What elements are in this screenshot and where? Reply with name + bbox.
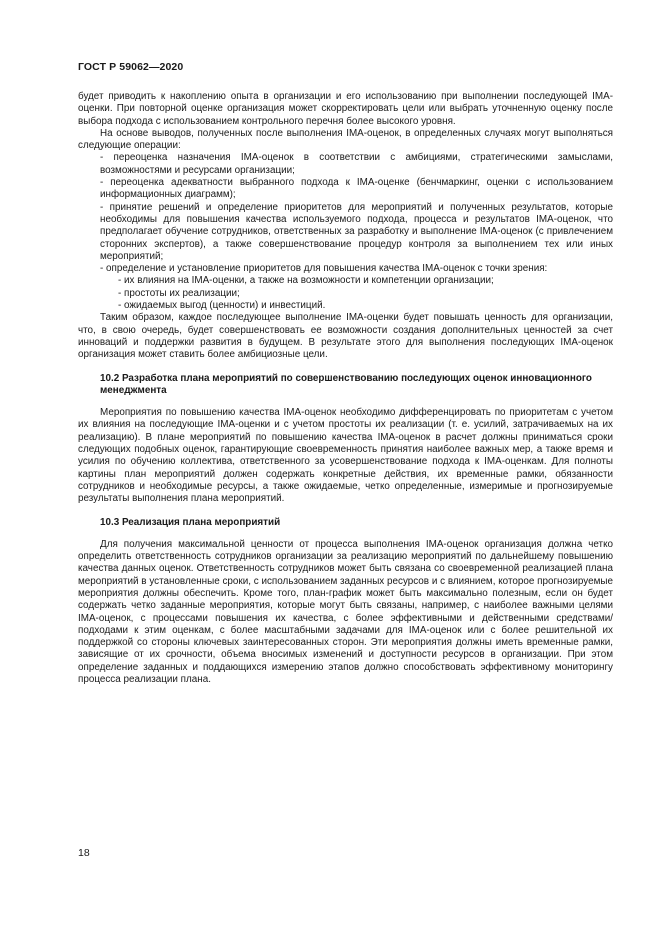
document-header: ГОСТ Р 59062—2020 [78,61,184,73]
section-heading: 10.3 Реализация плана мероприятий [100,516,281,528]
paragraph: Мероприятия по повышению качества IMA-оценок необходимо дифференцировать по приоритетам с учетом их влияния на последующие IMA-оценки и с учетом простоты их реализации (т. е. усилий, затрачиваемых на их реализацию). В плане мероприятий по повышению качества IMA-оценок в расчет должны приниматься сроки следующих подобных оценок, гарантирующие своевременность принятия наиболее важных мер, а также время и усилия по обучению коллектива, ответственного за усовершенствование подхода к IMA-оценкам. Для полноты картины план мероприятий должен содержать конкретные действия, их временные рамки, обязанности сотрудников и необходимые ресурсы, а также ожидаемые, четко определенные, измеримые и прогнозируемые результаты выполнения плана мероприятий. [78,407,613,505]
sub-list-item: - их влияния на IMA-оценки, а также на возможности и компетенции организации; [118,275,494,287]
paragraph: Таким образом, каждое последующее выполнение IMA-оценки будет повышать ценность для организации, что, в свою очередь, будет совершенствовать ее возможности создания дополнительных ценностей за счет инноваций и поддержки развития в будущем. В результате этого для выполнения последующих IMA-оценок организация может ставить более амбициозные цели. [78,312,613,361]
page-body [78,91,613,686]
list-item: - принятие решений и определение приоритетов для мероприятий и полученных результатов, которые необходимы для повышения качества используемого подхода, процесса и результатов IMA-оценок, что предполагает обучение сотрудников, ответственных за разработку и выполнение IMA-оценок (с привлечением сторонних экспертов), а также совершенствование процедур контроля за выполнением тех или иных мероприятий; [100,201,613,262]
list-item: - определение и установление приоритетов для повышения качества IMA-оценок с точки зрения: [100,263,548,275]
paragraph: Для получения максимальной ценности от процесса выполнения IMA-оценок организация должна четко определить ответственность сотрудников организации за реализацию мероприятий по дальнейшему повышению качества данных оценок. Ответственность сотрудников может быть связана со своевременной реализацией плана мероприятий в установленные сроки, с использованием заданных ресурсов и с влиянием, которое прогнозируемые мероприятия должны обеспечить. Кроме того, план-график может быть максимально полезным, если он будет содержать четко заданные мероприятия, которые могут быть связаны, например, с наиболее важными целями IMA-оценок, с процессами повышения их качества, с более эффективными и действенными средствами/подходами к этим оценкам, с более масштабными задачами для IMA-оценок или с более решительной их поддержкой со стороны ключевых заинтересованных сторон. Эти мероприятия должны иметь временные рамки, зависящие от их срочности, объема вносимых изменений и доступности ресурсов в организации. При этом определение заданных и поддающихся измерению этапов должно способствовать эффективному мониторингу процесса реализации плана. [78,538,613,686]
sub-list-item: - ожидаемых выгод (ценности) и инвестиций. [118,300,326,312]
list-item: - переоценка назначения IMA-оценок в соответствии с амбициями, стратегическими замыслами, возможностями и ресурсами организации; [100,152,613,176]
paragraph: будет приводить к накоплению опыта в организации и его использованию при выполнении последующей IMA-оценки. При повторной оценке организация может скорректировать цели или выбрать уточненную оценку после выбора подхода с использованием контрольного перечня более высокого уровня. [78,91,613,127]
paragraph: На основе выводов, полученных после выполнения IMA-оценок, в определенных случаях могут выполняться следующие операции: [78,127,613,152]
sub-list-item: - простоты их реализации; [118,287,240,299]
section-heading: 10.2 Разработка плана мероприятий по совершенствованию последующих оценок инновационного менеджмента [100,372,592,396]
page-number: 18 [78,847,90,859]
list-item: - переоценка адекватности выбранного подхода к IMA-оценке (бенчмаркинг, оценки с использованием информационных диаграмм); [100,177,613,201]
